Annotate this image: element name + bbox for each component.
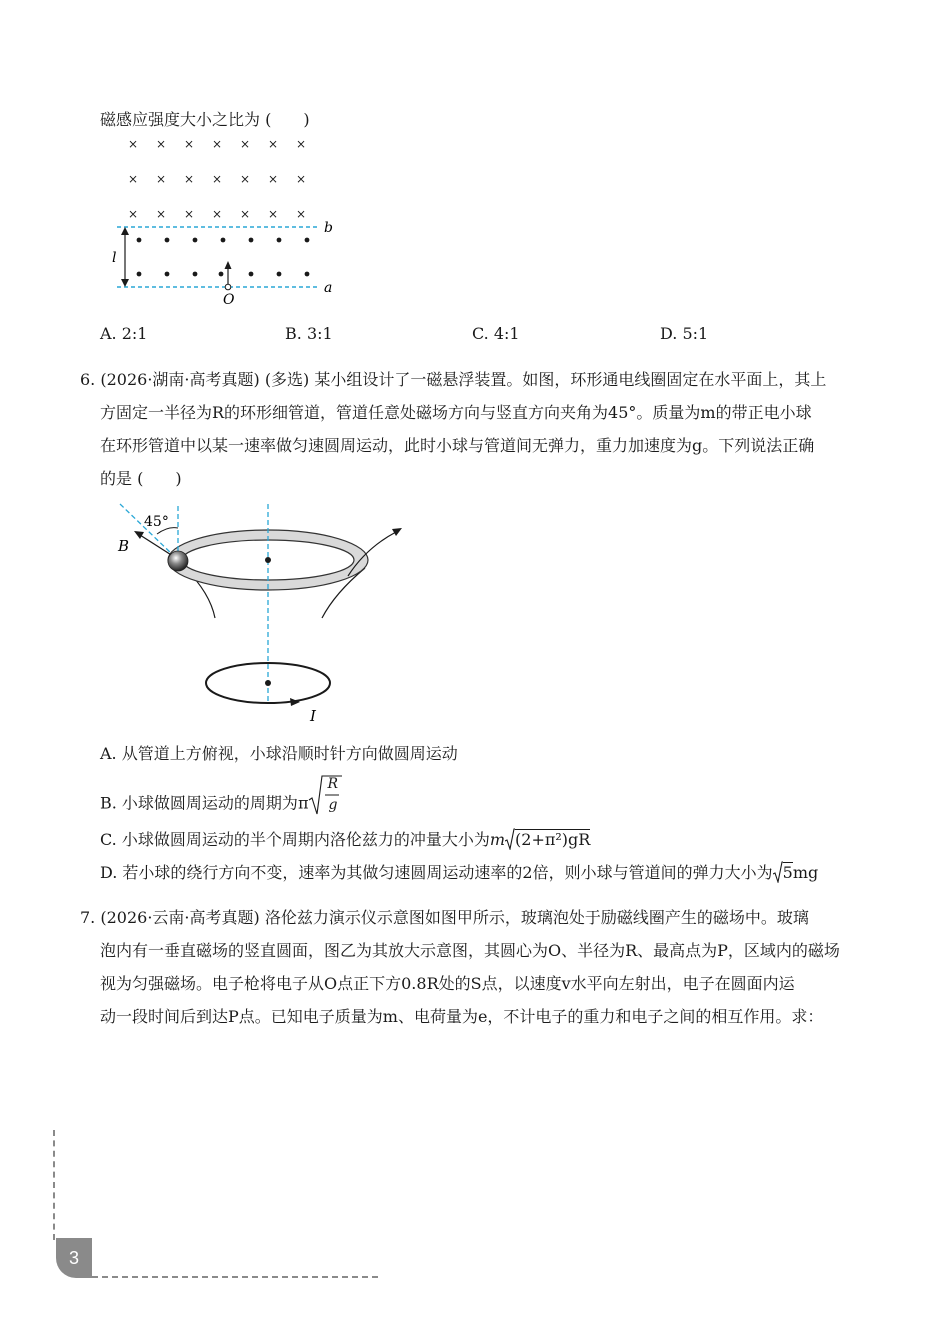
field-cross: ×: [268, 207, 279, 221]
q6-stem-line-1: 6. (2026·湖南·高考真题) (多选) 某小组设计了一磁悬浮装置。如图，环形通电线圈固定在水平面上，其上: [80, 370, 827, 389]
field-cross: ×: [212, 137, 223, 151]
q5-option-a[interactable]: A. 2:1: [100, 324, 148, 343]
q6-stem-line-2: 方固定一半径为R的环形细管道，管道任意处磁场方向与竖直方向夹角为45°。质量为m的带正电小球: [100, 403, 812, 422]
q5-question-tail: 磁感应强度大小之比为 ( ): [100, 110, 310, 129]
q5-option-d[interactable]: D. 5:1: [660, 324, 709, 343]
q5-magnetic-field-figure: [105, 132, 345, 310]
charged-ball: [168, 551, 188, 571]
label-O: O: [223, 292, 235, 308]
field-dot: [193, 272, 198, 277]
field-out-of-page-dots: [137, 238, 310, 277]
field-cross: ×: [156, 137, 167, 151]
field-cross: ×: [296, 207, 307, 221]
q5-option-b[interactable]: B. 3:1: [285, 324, 333, 343]
q7-stem-line-3: 视为匀强磁场。电子枪将电子从O点正下方0.8R处的S点，以速度v水平向左射出，电子在圆面内运: [100, 974, 795, 993]
q6-option-c[interactable]: C. 小球做圆周运动的半个周期内洛伦兹力的冲量大小为m (2+π²)gR: [100, 830, 591, 849]
field-dot: [305, 238, 310, 243]
sqrt-fraction: R g: [308, 774, 342, 814]
field-cross: ×: [296, 137, 307, 151]
field-into-page-crosses: [128, 137, 306, 221]
label-b: b: [324, 220, 333, 236]
field-cross: ×: [184, 137, 195, 151]
field-dot: [277, 238, 282, 243]
origin-point: [225, 284, 231, 290]
q6-option-a[interactable]: A. 从管道上方俯视，小球沿顺时针方向做圆周运动: [100, 744, 458, 763]
field-dot: [249, 238, 254, 243]
angle-label: 45°: [144, 514, 169, 530]
field-dot: [193, 238, 198, 243]
field-cross: ×: [156, 207, 167, 221]
field-cross: ×: [128, 172, 139, 186]
label-I: I: [310, 707, 316, 725]
label-B: B: [118, 537, 130, 555]
coil-center: [265, 680, 271, 686]
field-cross: ×: [268, 137, 279, 151]
field-cross: ×: [212, 207, 223, 221]
q6-stem-line-4: 的是 ( ): [100, 469, 182, 488]
q7-stem-line-2: 泡内有一垂直磁场的竖直圆面，图乙为其放大示意图，其圆心为O、半径为R、最高点为P，区域内的磁场: [100, 941, 840, 960]
field-dot: [249, 272, 254, 277]
field-cross: ×: [296, 172, 307, 186]
field-cross: ×: [240, 137, 251, 151]
q7-stem-line-1: 7. (2026·云南·高考真题) 洛伦兹力演示仪示意图如图甲所示，玻璃泡处于励磁线圈产生的磁场中。玻璃: [80, 908, 809, 927]
field-cross: ×: [212, 172, 223, 186]
field-dot: [221, 238, 226, 243]
q6-magnetic-levitation-figure: [110, 498, 420, 730]
q6-option-d[interactable]: D. 若小球的绕行方向不变，速率为其做匀速圆周运动速率的2倍，则小球与管道间的弹力大小为 5mg: [100, 863, 819, 882]
field-dot: [219, 272, 224, 277]
page-number: 3: [56, 1238, 92, 1278]
label-l: l: [112, 250, 117, 266]
field-dot: [305, 272, 310, 277]
field-dot: [277, 272, 282, 277]
field-cross: ×: [268, 172, 279, 186]
q5-option-c[interactable]: C. 4:1: [472, 324, 520, 343]
q6-stem-line-3: 在环形管道中以某一速率做匀速圆周运动，此时小球与管道间无弹力，重力加速度为g。下列说法正确: [100, 436, 815, 455]
field-dot: [165, 238, 170, 243]
field-cross: ×: [240, 172, 251, 186]
field-cross: ×: [128, 207, 139, 221]
label-a: a: [324, 280, 333, 296]
q6-option-b[interactable]: B. 小球做圆周运动的周期为π R g: [100, 784, 342, 824]
field-cross: ×: [240, 207, 251, 221]
field-cross: ×: [184, 207, 195, 221]
field-dot: [137, 272, 142, 277]
q7-stem-line-4: 动一段时间后到达P点。已知电子质量为m、电荷量为e，不计电子的重力和电子之间的相互作用。求：: [100, 1007, 824, 1026]
field-cross: ×: [128, 137, 139, 151]
field-cross: ×: [184, 172, 195, 186]
footer-dashed-horizontal: [92, 1276, 378, 1278]
field-dot: [165, 272, 170, 277]
field-dot: [137, 238, 142, 243]
tube-center: [265, 557, 271, 563]
field-cross: ×: [156, 172, 167, 186]
footer-dashed-vertical: [53, 1130, 55, 1240]
